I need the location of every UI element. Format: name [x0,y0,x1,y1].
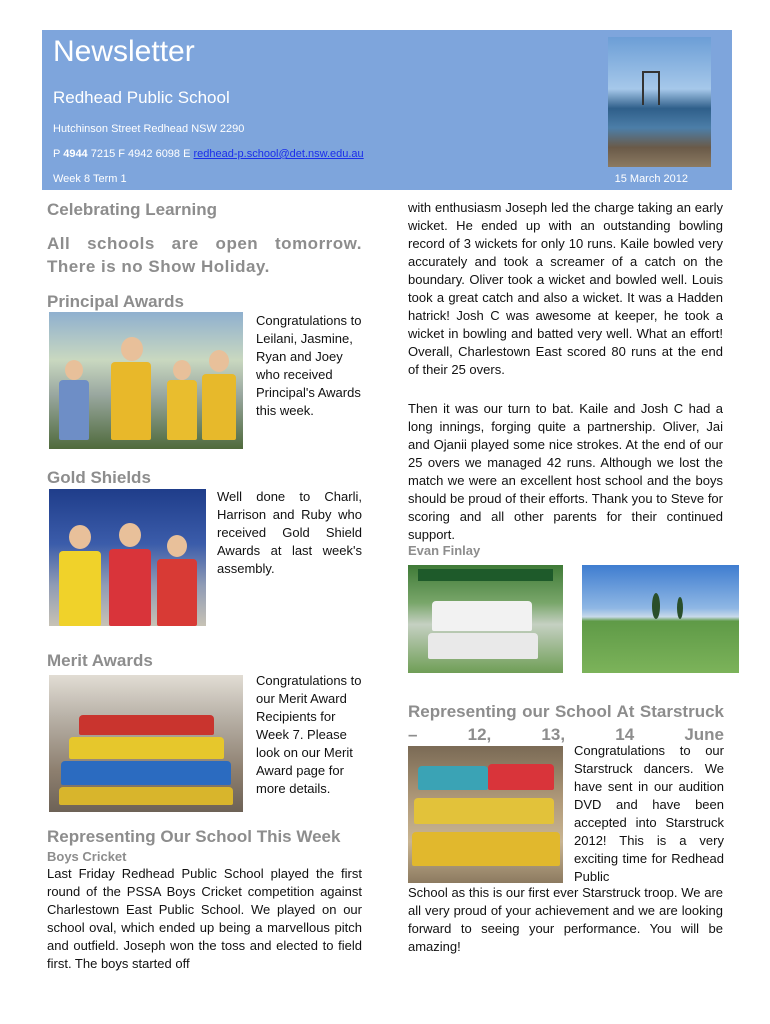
email-link[interactable]: redhead-p.school@det.nsw.edu.au [193,148,364,160]
newsletter-title: Newsletter [53,35,195,68]
gold-shields-heading: Gold Shields [47,468,151,487]
representing-week-heading: Representing Our School This Week [47,827,341,846]
lifeguard-tower-shape [642,71,660,105]
phone-area: 4944 [63,148,88,160]
school-name: Redhead Public School [53,88,230,107]
school-contact [53,148,364,160]
merit-awards-text: Congratulations to our Merit Award Recipients for Week 7. Please look on our Merit Award page for more details. [256,673,362,796]
phone-prefix: P [53,148,64,160]
gold-shields-photo [49,489,206,626]
term-week: Week 8 Term 1 [53,173,127,185]
school-address: Hutchinson Street Redhead NSW 2290 [53,123,245,135]
starstruck-dancers-photo [408,746,563,883]
boys-cricket-subheading: Boys Cricket [47,849,127,864]
cricket-report-continued: with enthusiasm Joseph led the charge taking an early wicket. He ended up with an outstanding bowling record of 3 wickets for only 10 runs. Kaile bowled very accurately and took a screamer of a catch on the boundary. Oliver took a wicket and bowled well. Louis took a great catch and also a wicket. It was a Hadden hatrick! Josh C was awesome at keeper, he took a wicket in bowling and batted very well. What an effort! Overall, Charlestown East scored 80 runs at the end of their 25 overs. [408,200,723,377]
starstruck-heading: Representing our School At Starstruck – 12, 13, 14 June [408,702,724,744]
celebrating-heading: Celebrating Learning [47,200,218,219]
merit-awards-photo [49,675,243,812]
phone-rest: 7215 F 4942 6098 E [87,148,194,160]
beach-tower-photo [608,37,711,167]
principal-awards-photo [49,312,243,449]
cricket-report-text: Last Friday Redhead Public School played the first round of the PSSA Boys Cricket competition against Charlestown East Public School. We played on our school oval, which ended up being a marvellous pitch and outfield. Joseph won the toss and elected to field first. The boys started off [47,866,362,971]
open-notice: All schools are open tomorrow. There is no Show Holiday. [47,234,362,276]
cricket-oval-photo [582,565,739,673]
issue-date: 15 March 2012 [614,173,688,185]
cricket-team-photo [408,565,563,673]
principal-awards-heading: Principal Awards [47,292,184,311]
gold-shields-text: Well done to Charli, Harrison and Ruby who received Gold Shield Awards at last week's assembly. [217,489,362,576]
starstruck-text: Congratulations to our Starstruck dancers. We have sent in our audition DVD and have been accepted into Starstruck 2012! This is a very exciting time for Redhead Public [574,743,724,884]
merit-awards-heading: Merit Awards [47,651,153,670]
cricket-report-batting: Then it was our turn to bat. Kaile and Josh C had a long innings, forging quite a partnership. Oliver, Jai and Ojanii played some nice strokes. At the end of our 25 overs we managed 42 runs. Although we lost the match we were an excellent host school and the boys should be proud of their efforts. Thank you to Steve for scoring and all other parents for their continued support. [408,401,723,542]
newsletter-header [42,30,732,190]
starstruck-text-continued: School as this is our first ever Starstruck troop. We are all very proud of your achievement and we are looking forward to seeing your performance. You will be amazing! [408,885,723,954]
author-name: Evan Finlay [408,543,481,558]
principal-awards-text: Congratulations to Leilani, Jasmine, Ryan and Joey who received Principal's Awards this week. [256,313,362,418]
